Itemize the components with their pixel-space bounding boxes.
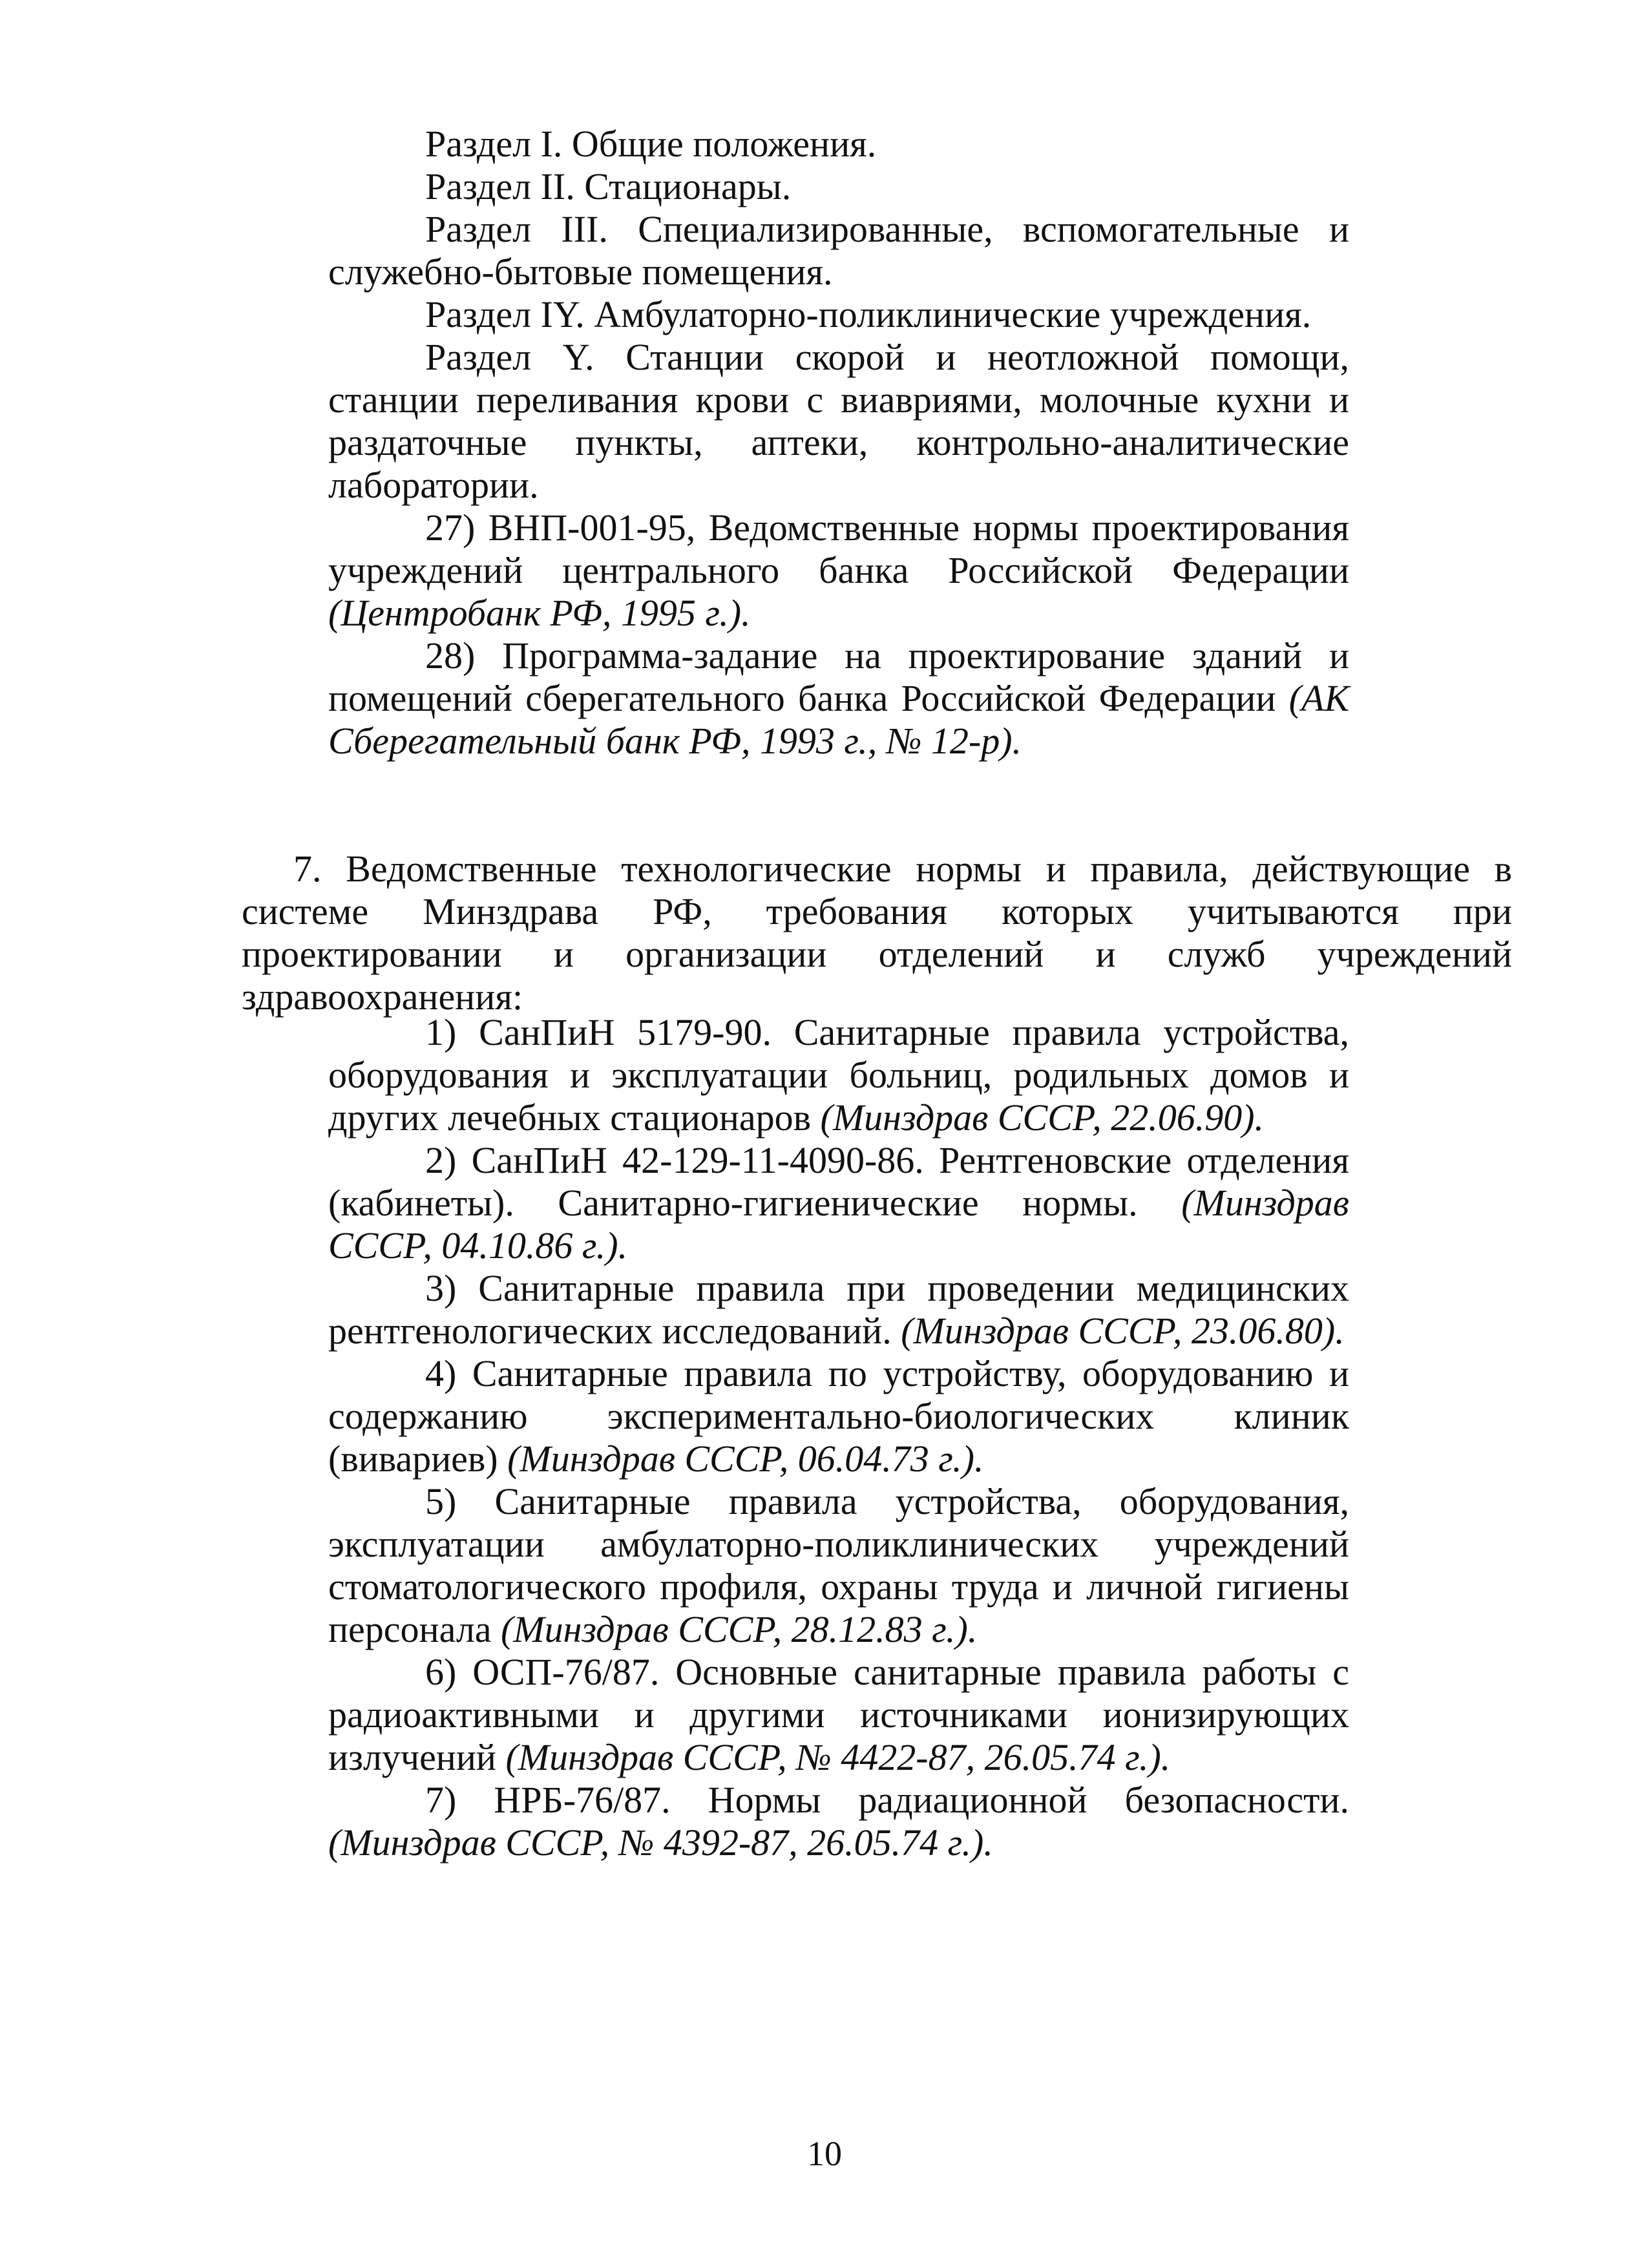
norm-item	[328, 1352, 1349, 1480]
norms-list	[328, 1011, 1349, 1864]
reference-item	[328, 507, 1349, 635]
norm-source: (Минздрав СССР, 28.12.83 г.).	[501, 1608, 978, 1650]
norm-item	[328, 1011, 1349, 1139]
norm-text: 2) СанПиН 42-129-11-4090-86. Рентгеновские отделения (кабинеты). Санитарно-гигиенические нормы.	[328, 1139, 1349, 1224]
norm-source: (Минздрав СССР, 23.06.80).	[901, 1310, 1345, 1352]
section-item: Раздел Y. Станции скорой и неотложной помощи, станции переливания крови с виавриями, молочные кухни и раздаточные пункты, аптеки, контрольно-аналитические лаборатории.	[328, 336, 1349, 506]
page-number: 10	[807, 2134, 842, 2173]
sections-and-refs	[328, 123, 1349, 762]
norm-item	[328, 1480, 1349, 1651]
section-item: Раздел IY. Амбулаторно-поликлинические учреждения.	[425, 293, 1312, 335]
norm-source: (Минздрав СССР, № 4422-87, 26.05.74 г.).	[505, 1736, 1171, 1778]
norm-item	[328, 1779, 1349, 1864]
norm-source: (Минздрав СССР, № 4392-87, 26.05.74 г.).	[328, 1822, 993, 1864]
section-7-text: 7. Ведомственные технологические нормы и правила, действующие в системе Минздрава РФ, требования которых учитываются при проектировании и организации отделений и служб учреждений здравоохранения:	[242, 848, 1512, 1018]
reference-item	[328, 635, 1349, 762]
norm-text: 1) СанПиН 5179-90. Санитарные правила устройства, оборудования и эксплуатации больниц, родильных домов и других лечебных стационаров	[328, 1011, 1349, 1139]
norm-source: (Минздрав СССР, 04.10.86 г.).	[328, 1182, 1349, 1266]
norm-text: 7) НРБ-76/87. Нормы радиационной безопасности.	[425, 1779, 1349, 1821]
section-item: Раздел II. Стационары.	[425, 165, 792, 207]
norm-text: 4) Санитарные правила по устройству, оборудованию и содержанию экспериментально-биологических клиник (вивариев)	[328, 1352, 1349, 1480]
section-7-heading	[242, 848, 1512, 1018]
reference-text: 28) Программа-задание на проектирование зданий и помещений сберегательного банка Российской Федерации	[328, 635, 1349, 719]
norm-source: (Минздрав СССР, 06.04.73 г.).	[507, 1438, 984, 1480]
norm-text: 5) Санитарные правила устройства, оборудования, эксплуатации амбулаторно-поликлинических учреждений стоматологического профиля, охраны труда и личной гигиены персонала	[328, 1480, 1349, 1650]
norm-item	[328, 1651, 1349, 1779]
norm-item	[328, 1267, 1349, 1352]
reference-source: (Центробанк РФ, 1995 г.).	[328, 592, 751, 634]
norm-source: (Минздрав СССР, 22.06.90).	[820, 1097, 1265, 1139]
norm-text: 6) ОСП-76/87. Основные санитарные правила работы с радиоактивными и другими источниками ионизирующих излучений	[328, 1651, 1349, 1778]
norm-text: 3) Санитарные правила при проведении медицинских рентгенологических исследований.	[328, 1267, 1349, 1352]
reference-source: (АК Сберегательный банк РФ, 1993 г., № 12-р).	[328, 677, 1349, 762]
section-item: Раздел III. Специализированные, вспомогательные и служебно-бытовые помещения.	[328, 208, 1349, 293]
reference-text: 27) ВНП-001-95, Ведомственные нормы проектирования учреждений центрального банка Российской Федерации	[328, 507, 1349, 591]
norm-item	[328, 1139, 1349, 1267]
section-item: Раздел I. Общие положения.	[425, 123, 877, 165]
